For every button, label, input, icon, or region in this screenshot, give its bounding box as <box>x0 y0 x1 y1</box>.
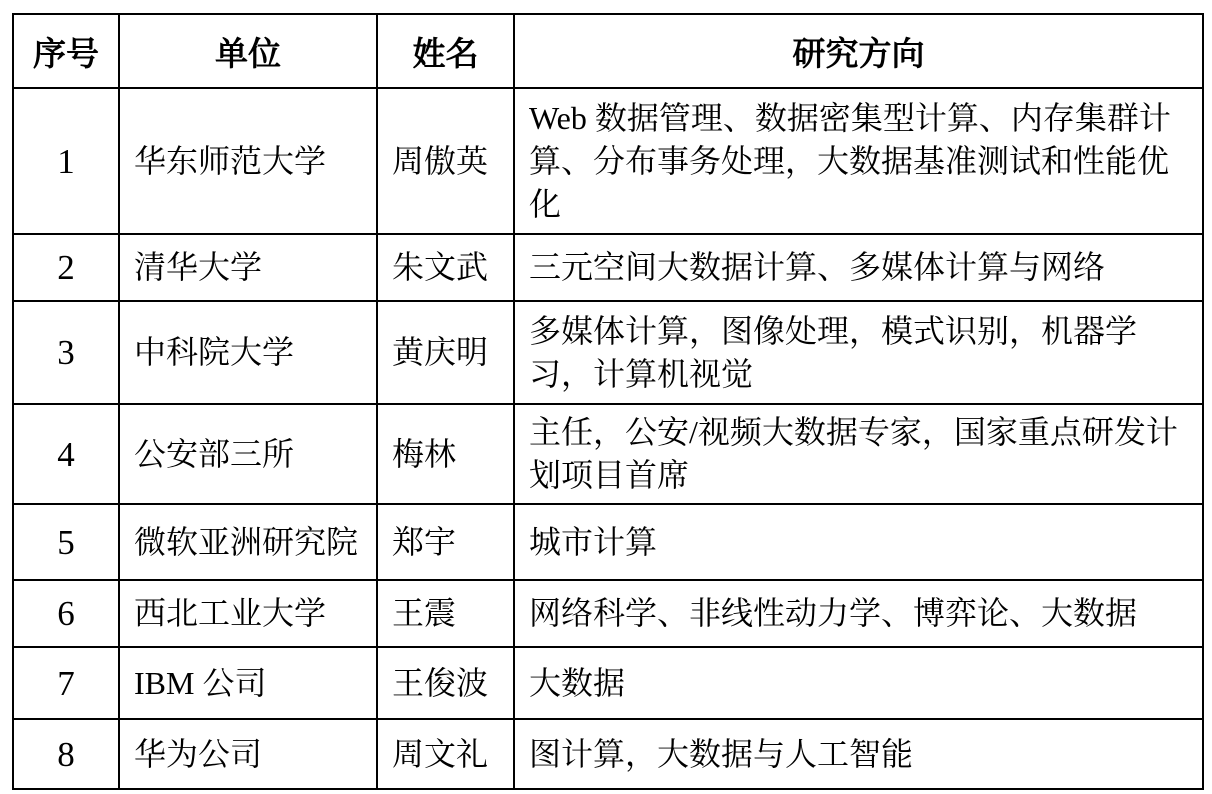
cell-research: 图计算，大数据与人工智能 <box>514 719 1203 789</box>
table-row <box>13 234 1203 301</box>
cell-name: 梅林 <box>377 404 514 504</box>
table-row <box>13 301 1203 404</box>
table-row <box>13 647 1203 719</box>
cell-name: 黄庆明 <box>377 301 514 404</box>
cell-name: 周文礼 <box>377 719 514 789</box>
cell-index: 1 <box>13 88 119 234</box>
header-cell-name: 姓名 <box>377 14 514 88</box>
cell-research: 主任，公安/视频大数据专家，国家重点研发计划项目首席 <box>514 404 1203 504</box>
cell-research: 城市计算 <box>514 504 1203 580</box>
table-row <box>13 88 1203 234</box>
table-row <box>13 719 1203 789</box>
table-row <box>13 504 1203 580</box>
cell-index: 7 <box>13 647 119 719</box>
cell-org: 西北工业大学 <box>119 580 377 647</box>
cell-index: 2 <box>13 234 119 301</box>
header-cell-research: 研究方向 <box>514 14 1203 88</box>
cell-org: 中科院大学 <box>119 301 377 404</box>
cell-research: 多媒体计算，图像处理，模式识别，机器学习，计算机视觉 <box>514 301 1203 404</box>
cell-org: 华东师范大学 <box>119 88 377 234</box>
experts-table <box>12 13 1204 790</box>
cell-org: 公安部三所 <box>119 404 377 504</box>
cell-index: 3 <box>13 301 119 404</box>
cell-research: 大数据 <box>514 647 1203 719</box>
header-cell-org: 单位 <box>119 14 377 88</box>
cell-name: 王俊波 <box>377 647 514 719</box>
table-row <box>13 404 1203 504</box>
cell-research: Web 数据管理、数据密集型计算、内存集群计算、分布事务处理，大数据基准测试和性能优化 <box>514 88 1203 234</box>
cell-index: 4 <box>13 404 119 504</box>
table-header-row <box>13 14 1203 88</box>
cell-name: 周傲英 <box>377 88 514 234</box>
cell-org: 微软亚洲研究院 <box>119 504 377 580</box>
cell-org: 清华大学 <box>119 234 377 301</box>
cell-name: 郑宇 <box>377 504 514 580</box>
cell-research: 网络科学、非线性动力学、博弈论、大数据 <box>514 580 1203 647</box>
cell-index: 8 <box>13 719 119 789</box>
cell-org: 华为公司 <box>119 719 377 789</box>
cell-research: 三元空间大数据计算、多媒体计算与网络 <box>514 234 1203 301</box>
cell-index: 6 <box>13 580 119 647</box>
header-cell-index: 序号 <box>13 14 119 88</box>
cell-org: IBM 公司 <box>119 647 377 719</box>
cell-name: 王震 <box>377 580 514 647</box>
cell-index: 5 <box>13 504 119 580</box>
table-row <box>13 580 1203 647</box>
cell-name: 朱文武 <box>377 234 514 301</box>
